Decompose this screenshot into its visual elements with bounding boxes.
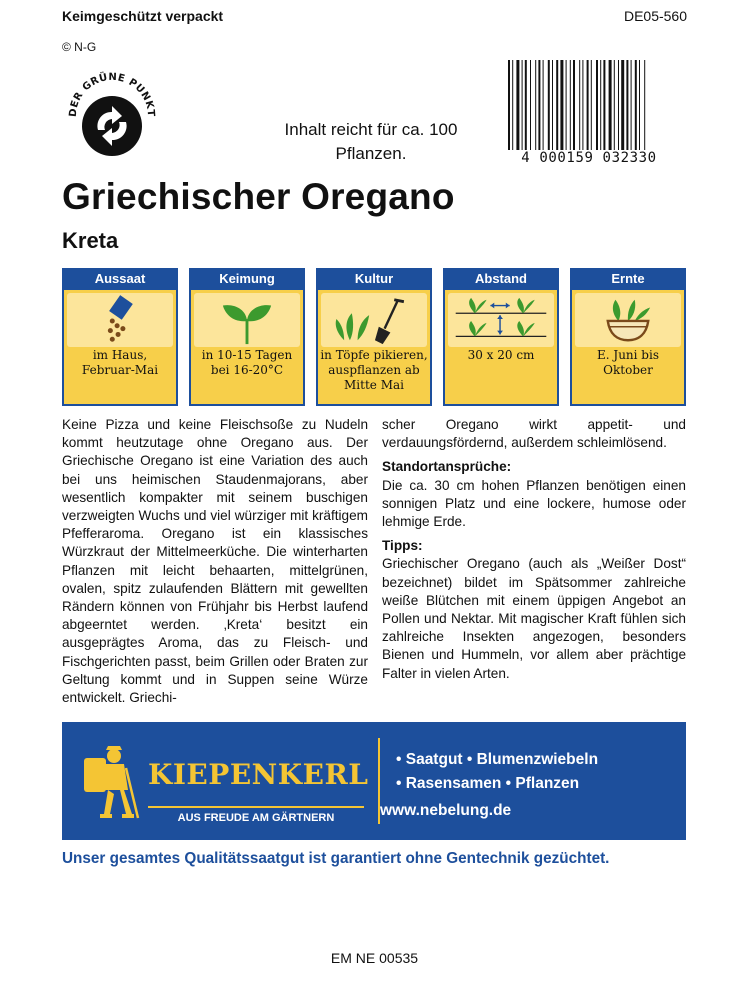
- green-dot-text: DER GRÜNE PUNKT: [67, 71, 157, 118]
- stage-kultur: [316, 268, 432, 406]
- brand-name: KIEPENKERL: [148, 758, 369, 791]
- location-text: Die ca. 30 cm hohen Pflanzen benötigen einen sonnigen Platz und eine lockere, humose oder lehmige Erde.: [382, 477, 686, 530]
- stage-text: in Töpfe pikieren, auspflanzen ab Mitte Mai: [320, 348, 428, 392]
- location-heading: Standortansprüche:: [382, 459, 512, 475]
- kiepenkerl-figure-icon: [76, 740, 142, 824]
- growing-stages: [62, 268, 686, 406]
- copyright-note: © N-G: [62, 40, 97, 54]
- stage-text: in 10-15 Tagen bei 16-20°C: [201, 348, 293, 377]
- brand-product-list: [396, 748, 598, 796]
- stage-text: E. Juni bis Oktober: [597, 348, 659, 377]
- harvest-bowl-icon: [575, 293, 681, 347]
- stage-text: im Haus, Februar-Mai: [81, 348, 159, 377]
- description-continuation: scher Oregano wirkt appetit- und verdauungsfördernd, außerdem schleimlösend.: [382, 417, 686, 451]
- brand-banner: [62, 722, 686, 840]
- stage-label: Kultur: [316, 268, 432, 290]
- description-left-column: [62, 416, 368, 707]
- stage-aussaat: [62, 268, 178, 406]
- packaging-note: Keimgeschützt verpackt: [62, 8, 224, 24]
- description-right-column: [382, 416, 686, 683]
- seedling-icon: [194, 293, 300, 347]
- content-note: Inhalt reicht für ca. 100 Pflanzen.: [284, 120, 458, 163]
- brand-line-1: • Saatgut • Blumenzwiebeln: [396, 751, 599, 768]
- stage-label: Ernte: [570, 268, 686, 290]
- stage-ernte: [570, 268, 686, 406]
- stage-text: 30 x 20 cm: [467, 348, 535, 362]
- article-number: DE05-560: [623, 8, 687, 24]
- spade-plant-icon: [321, 293, 427, 347]
- stage-keimung: [189, 268, 305, 406]
- green-dot-logo-icon: [62, 64, 162, 164]
- tips-text: Griechischer Oregano (auch als „Weißer Dost“ bezeichnet) bildet im Spätsommer zahlreiche weiße Blütchen mit einem üppigen Angebot an Pollen und Nektar. Mit magischer Kraft fühlen sich zahlreiche Insekten angezogen, besonders Bienen und Hummeln, vor allem aber prächtige Falter in vielen Arten.: [382, 556, 686, 681]
- barcode: [500, 58, 678, 168]
- brand-line-2: • Rasensamen • Pflanzen: [396, 775, 580, 792]
- barcode-number: 4 000159 032330: [500, 150, 678, 166]
- product-subtitle: Kreta: [62, 228, 119, 253]
- stage-abstand: [443, 268, 559, 406]
- stage-label: Abstand: [443, 268, 559, 290]
- footer-code: EM NE 00535: [330, 950, 419, 966]
- product-title: Griechischer Oregano: [62, 176, 455, 217]
- brand-website-link[interactable]: www.nebelung.de: [380, 802, 512, 819]
- sowing-icon: [67, 293, 173, 347]
- stage-label: Keimung: [189, 268, 305, 290]
- spacing-icon: [448, 293, 554, 347]
- description-text: Keine Pizza und keine Fleischsoße zu Nudeln kommt heutzutage ohne Oregano aus. Der Griechische Oregano ist eine Variation des auch bei uns heimischen Staudenmajorans, aber wesentlich kompakter mit seinem buschigen verzweigten Wuchs und viel würziger mit kräftigem Pfefferaroma. Oregano ist ein klassisches Würzkraut der Mittelmeerküche. Die winterharten Pflanzen mit leicht behaarten, mittelgrünen, ovalen, spitz zulaufenden Blättern mit gewellten Rändern können von Frühjahr bis Herbst laufend abgeerntet werden. ‚Kreta‘ besitzt ein ausgeprägtes Aroma, das zu Fleisch- und Fischgerichten passt, beim Grillen oder Braten zur Geltung kommt und in Suppen seine Würze entwickelt. Griechi-: [62, 417, 368, 706]
- brand-slogan: AUS FREUDE AM GÄRTNERN: [148, 806, 364, 824]
- gmo-free-guarantee: Unser gesamtes Qualitätssaatgut ist garantiert ohne Gentechnik gezüchtet.: [62, 850, 610, 867]
- tips-heading: Tipps:: [382, 538, 423, 554]
- stage-label: Aussaat: [62, 268, 178, 290]
